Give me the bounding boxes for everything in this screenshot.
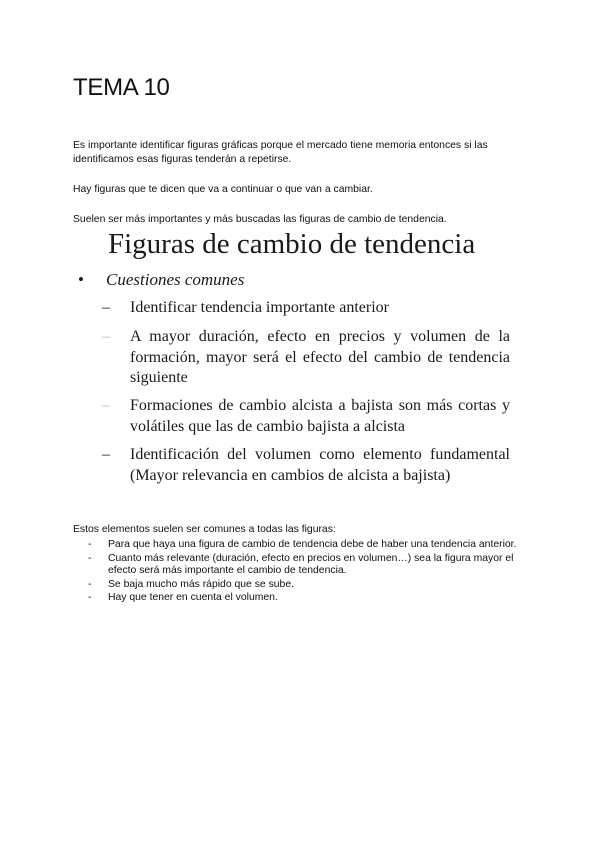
slide-subitem-text: Identificación del volumen como elemento fundamental (Mayor relevancia en cambios de alcista a bajista): [130, 446, 510, 484]
paragraph-1: Es importante identificar figuras gráficas porque el mercado tiene memoria entonces si las identificamos esas figuras tenderán a repetirse.: [73, 140, 488, 165]
list-item: [88, 539, 528, 552]
dash-icon: –: [102, 446, 110, 463]
list-item: [88, 579, 528, 592]
bullet-list: [88, 539, 528, 606]
paragraph-3: Suelen ser más importantes y más buscadas las figuras de cambio de tendencia.: [73, 214, 447, 225]
slide-bullet-text: Cuestiones comunes: [106, 270, 245, 289]
dash-icon: –: [102, 328, 110, 345]
slide-subitem-text: Identificar tendencia importante anterior: [130, 299, 389, 316]
dash-icon: –: [102, 397, 110, 414]
paragraph-2: Hay figuras que te dicen que va a continuar o que van a cambiar.: [73, 184, 373, 195]
slide-subitem: [102, 445, 510, 486]
slide-subitem: [102, 396, 510, 437]
list-item-text: Para que haya una figura de cambio de tendencia debe de haber una tendencia anterior.: [108, 539, 517, 550]
list-item-text: Se baja mucho más rápido que se sube.: [108, 578, 294, 590]
slide-bullet: [78, 270, 244, 290]
embedded-slide-image: [72, 226, 522, 511]
slide-subitem: [102, 327, 510, 389]
list-item: [88, 592, 528, 605]
page-title: TEMA 10: [73, 74, 170, 101]
list-item: [88, 553, 528, 578]
dash-icon: -: [88, 539, 92, 550]
slide-subitem-text: A mayor duración, efecto en precios y volumen de la formación, mayor será el efecto del cambio de tendencia siguiente: [130, 328, 510, 386]
dash-icon: -: [88, 592, 92, 604]
slide-title: Figuras de cambio de tendencia: [108, 228, 476, 260]
list-intro: Estos elementos suelen ser comunes a todas las figuras:: [73, 524, 336, 535]
bullet-dot-icon: •: [78, 270, 84, 289]
dash-icon: –: [102, 299, 110, 316]
dash-icon: -: [88, 578, 92, 590]
slide-subitem: [102, 298, 510, 319]
slide-subitem-text: Formaciones de cambio alcista a bajista son más cortas y volátiles que las de cambio bajista a alcista: [130, 397, 510, 435]
dash-icon: -: [88, 552, 92, 564]
list-item-text: Hay que tener en cuenta el volumen.: [108, 592, 278, 604]
list-item-text: Cuanto más relevante (duración, efecto en precios en volumen…) sea la figura mayor el efecto será más importante el cambio de tendencia.: [108, 552, 514, 577]
